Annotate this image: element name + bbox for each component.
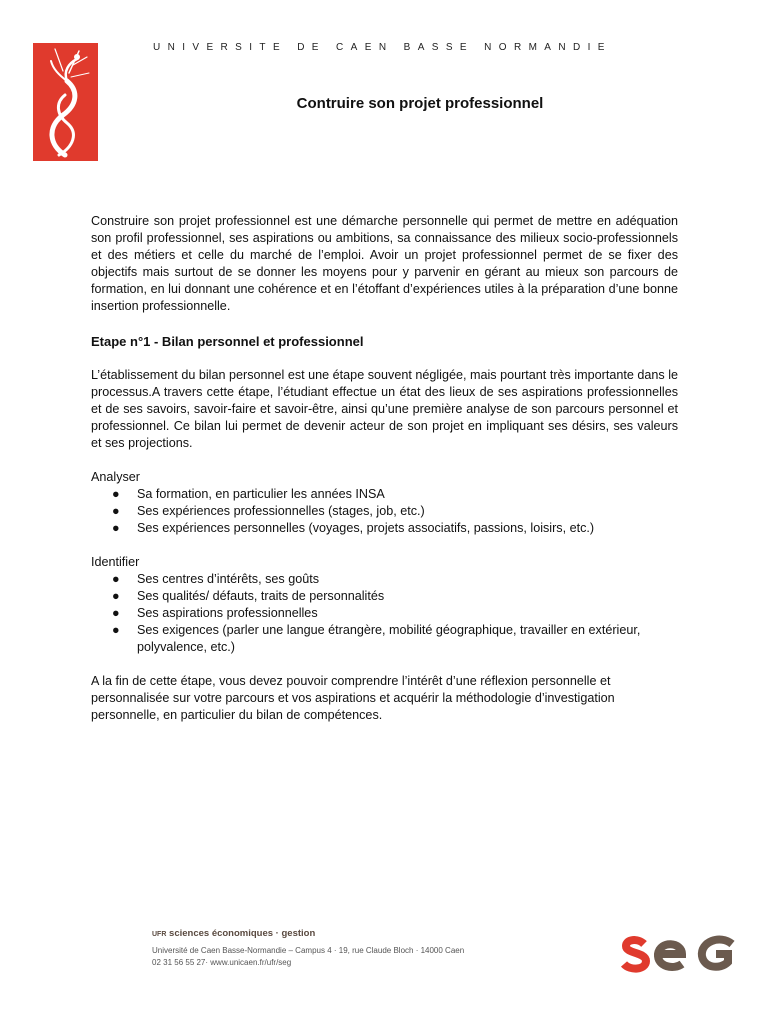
list-item: ● Ses aspirations professionnelles (112, 606, 318, 620)
bullet-icon: ● (112, 487, 120, 501)
ufr-name: UFR sciences économiques · gestion (152, 928, 316, 939)
identifier-label: Identifier (91, 555, 140, 569)
list-item: ● Ses centres d’intérêts, ses goûts (112, 572, 320, 586)
list-item: ● Ses qualités/ défauts, traits de personnalités (112, 589, 385, 603)
list-item: ● Sa formation, en particulier les années INSA (112, 487, 385, 501)
analyser-label: Analyser (91, 470, 140, 484)
bullet-icon: ● (112, 504, 120, 518)
footer (152, 928, 552, 969)
analyser-list (91, 486, 678, 537)
bullet-icon: ● (112, 623, 120, 637)
university-name: UNIVERSITE DE CAEN BASSE NORMANDIE (153, 42, 612, 53)
bullet-icon: ● (112, 589, 120, 603)
identifier-list (91, 571, 678, 656)
unicaen-logo-icon (33, 43, 98, 161)
document-body (91, 213, 678, 724)
conclusion-paragraph: A la fin de cette étape, vous devez pouvoir comprendre l’intérêt d’une réflexion personnelle et personnalisée sur votre parcours et vos aspirations et acquérir la méthodologie d’investigation personnelle, en particulier du bilan de compétences. (91, 674, 615, 722)
list-item: ● Ses expériences professionnelles (stages, job, etc.) (112, 504, 425, 518)
document-title: Contruire son projet professionnel (296, 95, 544, 112)
seg-logo-icon (620, 930, 740, 976)
list-item: ● Ses expériences personnelles (voyages, projets associatifs, passions, loisirs, etc.) (112, 521, 595, 535)
bullet-icon: ● (112, 521, 120, 535)
step-heading: Etape n°1 - Bilan personnel et professionnel (91, 334, 364, 349)
step-paragraph: L’établissement du bilan personnel est une étape souvent négligée, mais pourtant très importante dans le processus.A travers cette étape, l’étudiant effectue un état des lieux de ses aspirations professionnelles et de ses savoirs, savoir-faire et savoir-être, ainsi qu’une première analyse de son parcours personnel et professionnel. Ce bilan lui permet de devenir acteur de son projet en impliquant ses désirs, ses valeurs et ses projections. (91, 368, 678, 450)
list-item: ● Ses exigences (parler une langue étrangère, mobilité géographique, travailler en extérieur, polyvalence, etc.) (112, 623, 641, 654)
footer-contact: 02 31 56 55 27· www.unicaen.fr/ufr/seg (152, 958, 292, 967)
bullet-icon: ● (112, 572, 120, 586)
bullet-icon: ● (112, 606, 120, 620)
footer-address: Université de Caen Basse-Normandie – Campus 4 · 19, rue Claude Bloch · 14000 Caen (152, 946, 465, 955)
intro-paragraph: Construire son projet professionnel est une démarche personnelle qui permet de mettre en adéquation son profil professionnel, ses aspirations ou ambitions, sa connaissance des milieux socio-professionnels et des métiers et celle du marché de l’emploi. Avoir un projet professionnel permet de se fixer des objectifs mais surtout de se donner les moyens pour y parvenir en gérant au mieux son parcours de formation, en lui donnant une cohérence et en l’étoffant d’expériences utiles à la préparation d’une bonne insertion professionnelle. (91, 214, 678, 313)
